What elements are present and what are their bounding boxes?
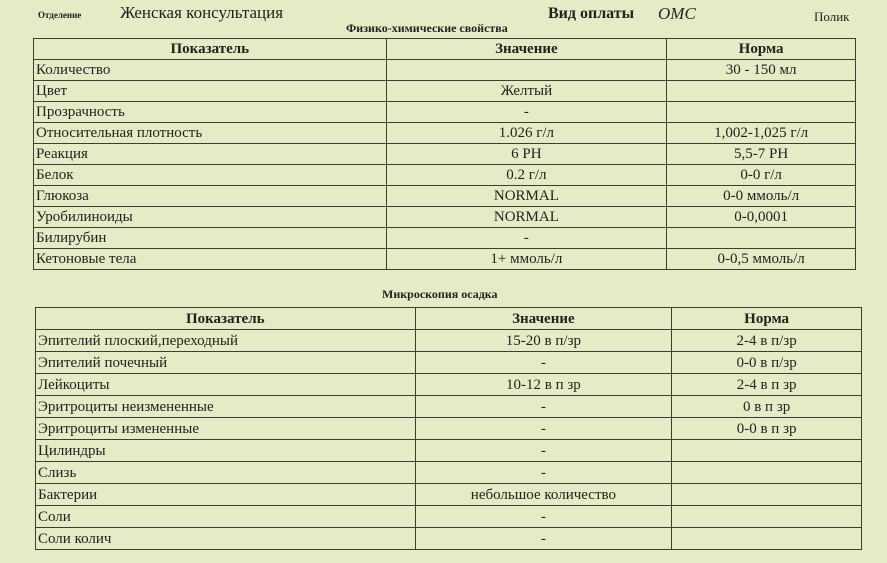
norm-cell: 5,5-7 PH xyxy=(667,144,856,165)
parameter-cell: Реакция xyxy=(34,144,387,165)
norm-cell xyxy=(672,440,862,462)
table-row xyxy=(36,396,862,418)
column-header: Показатель xyxy=(34,39,387,60)
norm-cell: 30 - 150 мл xyxy=(667,60,856,81)
value-cell: 15-20 в п/зр xyxy=(415,330,672,352)
norm-cell xyxy=(667,102,856,123)
column-header: Норма xyxy=(672,308,862,330)
table-row xyxy=(36,440,862,462)
table-row xyxy=(34,123,856,144)
norm-cell: 0-0,5 ммоль/л xyxy=(667,249,856,270)
norm-cell: 1,002-1,025 г/л xyxy=(667,123,856,144)
norm-cell: 0-0 в п зр xyxy=(672,418,862,440)
norm-cell xyxy=(672,528,862,550)
norm-cell: 0-0 ммоль/л xyxy=(667,186,856,207)
table-row xyxy=(34,165,856,186)
norm-cell: 0-0 в п/зр xyxy=(672,352,862,374)
norm-cell xyxy=(672,484,862,506)
value-cell: - xyxy=(415,396,672,418)
table-header-row xyxy=(36,308,862,330)
norm-cell xyxy=(672,506,862,528)
column-header: Норма xyxy=(667,39,856,60)
parameter-cell: Белок xyxy=(34,165,387,186)
value-cell: - xyxy=(415,418,672,440)
department-label: Отделение xyxy=(38,10,82,20)
norm-cell: 0 в п зр xyxy=(672,396,862,418)
norm-cell xyxy=(667,81,856,102)
value-cell: небольшое количество xyxy=(415,484,672,506)
parameter-cell: Лейкоциты xyxy=(36,374,416,396)
table-row xyxy=(36,528,862,550)
value-cell: - xyxy=(386,102,667,123)
clinic-label: Полик xyxy=(814,9,850,24)
parameter-cell: Цвет xyxy=(34,81,387,102)
value-cell: - xyxy=(415,462,672,484)
parameter-cell: Цилиндры xyxy=(36,440,416,462)
parameter-cell: Бактерии xyxy=(36,484,416,506)
table-row xyxy=(36,462,862,484)
table-row xyxy=(34,207,856,228)
table-row xyxy=(34,144,856,165)
value-cell: 1.026 г/л xyxy=(386,123,667,144)
parameter-cell: Уробилиноиды xyxy=(34,207,387,228)
table-row xyxy=(34,60,856,81)
value-cell: - xyxy=(415,528,672,550)
parameter-cell: Эритроциты измененные xyxy=(36,418,416,440)
column-header: Значение xyxy=(386,39,667,60)
value-cell: - xyxy=(386,228,667,249)
parameter-cell: Количество xyxy=(34,60,387,81)
parameter-cell: Эпителий почечный xyxy=(36,352,416,374)
value-cell: 0.2 г/л xyxy=(386,165,667,186)
value-cell: 1+ ммоль/л xyxy=(386,249,667,270)
table-row xyxy=(36,330,862,352)
norm-cell xyxy=(667,228,856,249)
parameter-cell: Относительная плотность xyxy=(34,123,387,144)
value-cell: - xyxy=(415,352,672,374)
table-header-row xyxy=(34,39,856,60)
department-value: Женская консультация xyxy=(120,3,284,22)
value-cell: NORMAL xyxy=(386,207,667,228)
parameter-cell: Прозрачность xyxy=(34,102,387,123)
parameter-cell: Слизь xyxy=(36,462,416,484)
value-cell: - xyxy=(415,440,672,462)
column-header: Значение xyxy=(415,308,672,330)
parameter-cell: Эритроциты неизмененные xyxy=(36,396,416,418)
norm-cell: 2-4 в п/зр xyxy=(672,330,862,352)
table-row xyxy=(34,102,856,123)
table-row xyxy=(34,249,856,270)
norm-cell: 0-0 г/л xyxy=(667,165,856,186)
value-cell: 6 PH xyxy=(386,144,667,165)
table-row xyxy=(34,81,856,102)
parameter-cell: Эпителий плоский,переходный xyxy=(36,330,416,352)
table-row xyxy=(36,506,862,528)
table-row xyxy=(36,374,862,396)
payment-label: Вид оплаты xyxy=(548,5,635,22)
table-row xyxy=(36,484,862,506)
parameter-cell: Билирубин xyxy=(34,228,387,249)
table-row xyxy=(36,418,862,440)
norm-cell: 0-0,0001 xyxy=(667,207,856,228)
value-cell: 10-12 в п зр xyxy=(415,374,672,396)
value-cell: Желтый xyxy=(386,81,667,102)
table-row xyxy=(36,352,862,374)
column-header: Показатель xyxy=(36,308,416,330)
physchem-title: Физико-химические свойства xyxy=(346,21,508,35)
parameter-cell: Глюкоза xyxy=(34,186,387,207)
microscopy-table xyxy=(35,307,862,550)
payment-value: ОМС xyxy=(658,4,696,23)
value-cell: NORMAL xyxy=(386,186,667,207)
value-cell: - xyxy=(415,506,672,528)
table-row xyxy=(34,228,856,249)
norm-cell: 2-4 в п зр xyxy=(672,374,862,396)
microscopy-title: Микроскопия осадка xyxy=(382,287,498,301)
table-row xyxy=(34,186,856,207)
physchem-table xyxy=(33,38,856,270)
parameter-cell: Кетоновые тела xyxy=(34,249,387,270)
norm-cell xyxy=(672,462,862,484)
parameter-cell: Соли xyxy=(36,506,416,528)
parameter-cell: Соли колич xyxy=(36,528,416,550)
value-cell xyxy=(386,60,667,81)
